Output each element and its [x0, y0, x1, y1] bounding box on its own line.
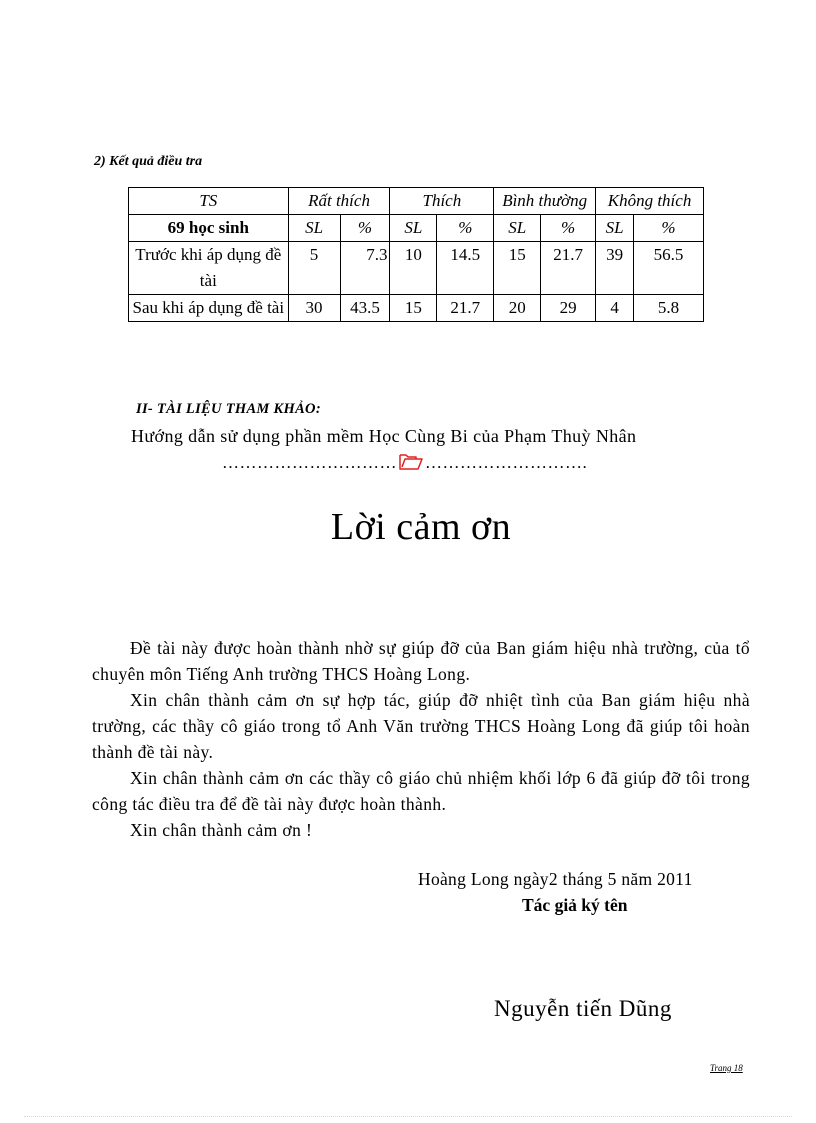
- thanks-paragraph: Xin chân thành cảm ơn sự hợp tác, giúp đỡ nhiệt tình của Ban giám hiệu nhà trường, các thầy cô giáo trong tổ Anh Văn trường THCS Hoàng Long đã giúp tôi hoàn thành đề tài này.: [92, 690, 750, 762]
- thanks-paragraph: Xin chân thành cảm ơn các thầy cô giáo chủ nhiệm khối lớp 6 đã giúp đỡ tôi trong công tác điều tra để đề tài này được hoàn thành.: [92, 768, 750, 814]
- subheader-cell: %: [437, 215, 494, 242]
- table-cell: 5: [288, 242, 340, 295]
- thanks-body: [92, 635, 750, 843]
- subheader-cell: %: [634, 215, 704, 242]
- decorative-separator: [222, 452, 587, 475]
- header-cell: Rất thích: [288, 188, 390, 215]
- reference-entry: Hướng dẫn sử dụng phần mềm Học Cùng Bi của Phạm Thuỳ Nhân: [131, 426, 637, 446]
- table-cell: 20: [494, 295, 541, 322]
- subheader-cell: SL: [390, 215, 437, 242]
- subheader-cell: %: [541, 215, 596, 242]
- page-bottom-border: [24, 1116, 792, 1117]
- header-cell: Không thích: [596, 188, 704, 215]
- author-name: Nguyễn tiến Dũng: [494, 996, 672, 1021]
- table-cell: 56.5: [634, 242, 704, 295]
- header-cell: Bình thường: [494, 188, 596, 215]
- section-heading: 2) Kết quả điều tra: [94, 154, 203, 169]
- table-cell: 5.8: [634, 295, 704, 322]
- subheader-cell: SL: [494, 215, 541, 242]
- references-heading: II- TÀI LIỆU THAM KHẢO:: [136, 401, 321, 417]
- table-cell: 21.7: [437, 295, 494, 322]
- table-cell: 39: [596, 242, 634, 295]
- table-cell: 29: [541, 295, 596, 322]
- survey-results-table: [128, 187, 704, 322]
- table-cell: 15: [390, 295, 437, 322]
- dots-left: …………………………: [222, 453, 397, 472]
- subheader-cell: SL: [596, 215, 634, 242]
- header-cell: TS: [129, 188, 289, 215]
- table-row: [129, 295, 704, 322]
- table-cell: 4: [596, 295, 634, 322]
- table-cell: 14.5: [437, 242, 494, 295]
- page-number: Trang 18: [710, 1063, 743, 1073]
- folder-icon: [399, 452, 423, 475]
- table-cell: 43.5: [340, 295, 390, 322]
- table-cell: 21.7: [541, 242, 596, 295]
- thanks-title: Lời cảm ơn: [330, 506, 512, 548]
- dots-right: ……………………….: [425, 453, 588, 472]
- table-cell: 30: [288, 295, 340, 322]
- table-subheader-row: [129, 215, 704, 242]
- table-cell: 10: [390, 242, 437, 295]
- group-label-cell: 69 học sinh: [129, 215, 289, 242]
- table-header-row: [129, 188, 704, 215]
- table-cell: 7.3: [340, 242, 390, 295]
- thanks-paragraph: Đề tài này được hoàn thành nhờ sự giúp đỡ của Ban giám hiệu nhà trường, của tổ chuyên môn Tiếng Anh trường THCS Hoàng Long.: [92, 638, 750, 684]
- signature-role: Tác giả ký tên: [522, 895, 628, 915]
- row-label-cell: Sau khi áp dụng đề tài: [129, 295, 289, 322]
- thanks-paragraph: Xin chân thành cảm ơn !: [130, 820, 313, 840]
- row-label-cell: Trước khi áp dụng đề tài: [129, 242, 289, 295]
- table-cell: 15: [494, 242, 541, 295]
- place-date: Hoàng Long ngày2 tháng 5 năm 2011: [418, 869, 693, 889]
- subheader-cell: %: [340, 215, 390, 242]
- subheader-cell: SL: [288, 215, 340, 242]
- header-cell: Thích: [390, 188, 494, 215]
- table-row: [129, 242, 704, 295]
